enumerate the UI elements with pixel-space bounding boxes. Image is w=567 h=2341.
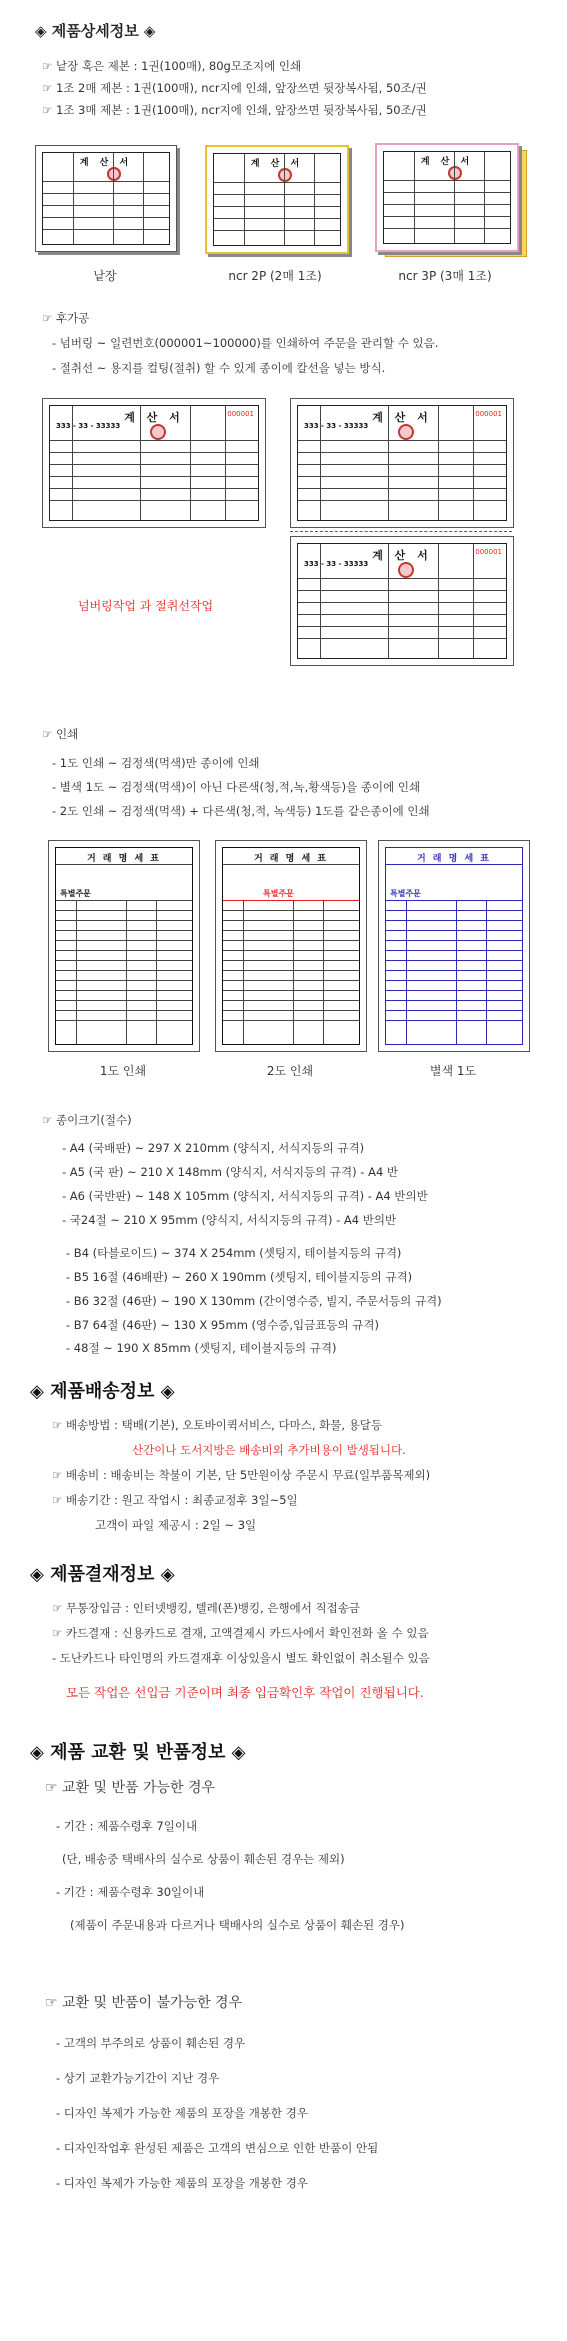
seal-stamp: [448, 166, 462, 180]
print-line-2: - 별색 1도 ~ 검정색(먹색)이 아닌 다른색(청,적,녹,황색등)을 종이에 인쇄: [52, 780, 421, 794]
print-title: ☞ 인쇄: [42, 727, 79, 741]
postprocess-label: 넘버링작업 과 절취선작업: [78, 599, 214, 613]
caption-ncr3p: ncr 3P (3매 1조): [398, 269, 492, 283]
spec-line-3: ☞ 1조 3매 제본 : 1권(100매), ncr지에 인쇄, 앞장쓰면 뒷장복사됨, 50조/권: [42, 103, 427, 117]
paper-line-1: - A4 (국배판) ~ 297 X 210mm (양식지, 서식지등의 규격): [62, 1141, 365, 1155]
exchange-impossible-4: - 디자인작업후 완성된 제품은 고객의 변심으로 인한 반품이 안됨: [56, 2141, 379, 2155]
paper-title: ☞ 종이크기(절수): [42, 1113, 132, 1127]
ncr-3p-image: [375, 143, 519, 252]
payment-title: ◈ 제품결재정보 ◈: [30, 1564, 175, 1585]
special-order-label: 특별주문: [390, 889, 421, 898]
caption-two-color: 2도 인쇄: [266, 1064, 314, 1078]
exchange-impossible-1: - 고객의 부주의로 상품이 훼손된 경우: [56, 2036, 246, 2050]
payment-stolen-card-note: - 도난카드나 타인명의 카드결재후 이상있을시 별도 확인없이 취소될수 있음: [52, 1651, 430, 1665]
paper-line-9: - 48절 ~ 190 X 85mm (셋팅지, 테이블지등의 규격): [66, 1341, 337, 1355]
serial-number: 000001: [475, 410, 502, 418]
seal-stamp: [398, 562, 414, 578]
invoice-title: 계 산 서: [372, 549, 432, 562]
perforation-sample-bottom: [290, 536, 514, 666]
numbering-sample-image: [42, 398, 266, 528]
paper-line-6: - B5 16절 (46배판) ~ 260 X 190mm (셋팅지, 테이블지등의 규격): [66, 1270, 413, 1284]
postprocess-title: ☞ 후가공: [42, 311, 90, 325]
caption-ncr2p: ncr 2P (2매 1조): [228, 269, 322, 283]
receipt-title: 거 래 명 세 표: [416, 854, 491, 864]
exchange-possible-3: - 기간 : 제품수령후 30일이내: [56, 1885, 205, 1899]
invoice-title: 계 산 서: [372, 411, 432, 424]
seal-stamp: [278, 168, 292, 182]
invoice-title: 계 산 서: [420, 157, 474, 167]
delivery-period: ☞ 배송기간 : 원고 작업시 : 최종교정후 3일~5일: [52, 1493, 298, 1507]
payment-card: ☞ 카드결재 : 신용카드로 결재, 고액결제시 카드사에서 확인전화 올 수 있음: [52, 1626, 429, 1640]
caption-one-color: 1도 인쇄: [99, 1064, 147, 1078]
seal-stamp: [398, 424, 414, 440]
delivery-title: ◈ 제품배송정보 ◈: [30, 1381, 175, 1402]
delivery-fee: ☞ 배송비 : 배송비는 착불이 기본, 단 5만원이상 주문시 무료(일부품목제외): [52, 1468, 431, 1482]
exchange-title: ◈ 제품 교환 및 반품정보 ◈: [30, 1742, 246, 1763]
paper-line-7: - B6 32절 (46판) ~ 190 X 130mm (간이영수증, 빌지, 주문서등의 규격): [66, 1294, 442, 1308]
exchange-possible-title: ☞ 교환 및 반품 가능한 경우: [45, 1780, 216, 1796]
spec-line-1: ☞ 낱장 혹은 제본 : 1권(100매), 80g모조지에 인쇄: [42, 59, 302, 73]
exchange-impossible-2: - 상기 교환가능기간이 지난 경우: [56, 2071, 220, 2085]
invoice-title: 계 산 서: [79, 158, 133, 168]
exchange-possible-2: (단, 배송중 택배사의 실수로 상품이 훼손된 경우는 제외): [62, 1852, 345, 1866]
exchange-possible-1: - 기간 : 제품수령후 7일이내: [56, 1819, 198, 1833]
receipt-title: 거 래 명 세 표: [253, 854, 328, 864]
print-line-1: - 1도 인쇄 ~ 검정색(먹색)만 종이에 인쇄: [52, 756, 260, 770]
paper-line-8: - B7 64절 (46판) ~ 130 X 95mm (영수증,입금표등의 규격): [66, 1318, 379, 1332]
exchange-impossible-5: - 디자인 복제가 가능한 제품의 포장을 개봉한 경우: [56, 2176, 308, 2190]
tel-number: 333 - 33 - 33333: [304, 560, 369, 568]
two-color-sample: [215, 840, 367, 1052]
payment-bank: ☞ 무통장입금 : 인터넷뱅킹, 텔레(폰)뱅킹, 은행에서 직접송금: [52, 1601, 360, 1615]
special-order-label: 특별주문: [263, 889, 294, 898]
spot-color-sample: [378, 840, 530, 1052]
paper-line-2: - A5 (국 판) ~ 210 X 148mm (양식지, 서식지등의 규격) - A4 반: [62, 1165, 399, 1179]
payment-prepay-note: 모든 작업은 선입금 기준이며 최종 입금확인후 작업이 진행됩니다.: [66, 1685, 424, 1700]
invoice-title: 계 산 서: [250, 159, 304, 169]
paper-line-5: - B4 (타블로이드) ~ 374 X 254mm (셋팅지, 테이블지등의 규격): [66, 1246, 402, 1260]
paper-line-3: - A6 (국반판) ~ 148 X 105mm (양식지, 서식지등의 규격) - A4 반의반: [62, 1189, 428, 1203]
spec-title: ◈ 제품상세정보 ◈: [35, 22, 156, 40]
perforation-sample-top: [290, 398, 514, 528]
seal-stamp: [107, 167, 121, 181]
caption-spot-color: 별색 1도: [429, 1064, 477, 1078]
delivery-extra-cost-note: 산간이나 도서지방은 배송비외 추가비용이 발생됩니다.: [132, 1443, 406, 1457]
spec-line-2: ☞ 1조 2매 제본 : 1권(100매), ncr지에 인쇄, 앞장쓰면 뒷장복사됨, 50조/권: [42, 81, 427, 95]
seal-stamp: [150, 424, 166, 440]
paper-line-4: - 국24절 ~ 210 X 95mm (양식지, 서식지등의 규격) - A4 반의반: [62, 1213, 397, 1227]
delivery-period-file: 고객이 파일 제공시 : 2일 ~ 3일: [95, 1518, 257, 1532]
tel-number: 333 - 33 - 33333: [56, 422, 121, 430]
exchange-impossible-title: ☞ 교환 및 반품이 불가능한 경우: [45, 1995, 243, 2011]
caption-single: 낱장: [93, 269, 117, 283]
print-line-3: - 2도 인쇄 ~ 검정색(먹색) + 다른색(청,적, 녹색등) 1도를 같은종이에 인쇄: [52, 804, 430, 818]
single-sheet-image: [35, 145, 177, 252]
tel-number: 333 - 33 - 33333: [304, 422, 369, 430]
perforation-line: [290, 531, 512, 532]
receipt-title: 거 래 명 세 표: [86, 854, 161, 864]
postprocess-line-2: - 절취선 ~ 용지를 컬팅(절취) 할 수 있게 종이에 칼선을 넣는 방식.: [52, 361, 386, 375]
exchange-impossible-3: - 디자인 복제가 가능한 제품의 포장을 개봉한 경우: [56, 2106, 308, 2120]
one-color-sample: [48, 840, 200, 1052]
invoice-title: 계 산 서: [124, 411, 184, 424]
serial-number: 000001: [227, 410, 254, 418]
exchange-possible-4: (제품이 주문내용과 다르거나 택배사의 실수로 상품이 훼손된 경우): [70, 1918, 405, 1932]
special-order-label: 특별주문: [60, 889, 91, 898]
ncr-2p-image: [205, 145, 349, 254]
delivery-method: ☞ 배송방법 : 택배(기본), 오토바이퀵서비스, 다마스, 화물, 용달등: [52, 1418, 382, 1432]
postprocess-line-1: - 넘버링 ~ 일련번호(000001~100000)를 인쇄하여 주문을 관리할 수 있음.: [52, 336, 439, 350]
serial-number: 000001: [475, 548, 502, 556]
